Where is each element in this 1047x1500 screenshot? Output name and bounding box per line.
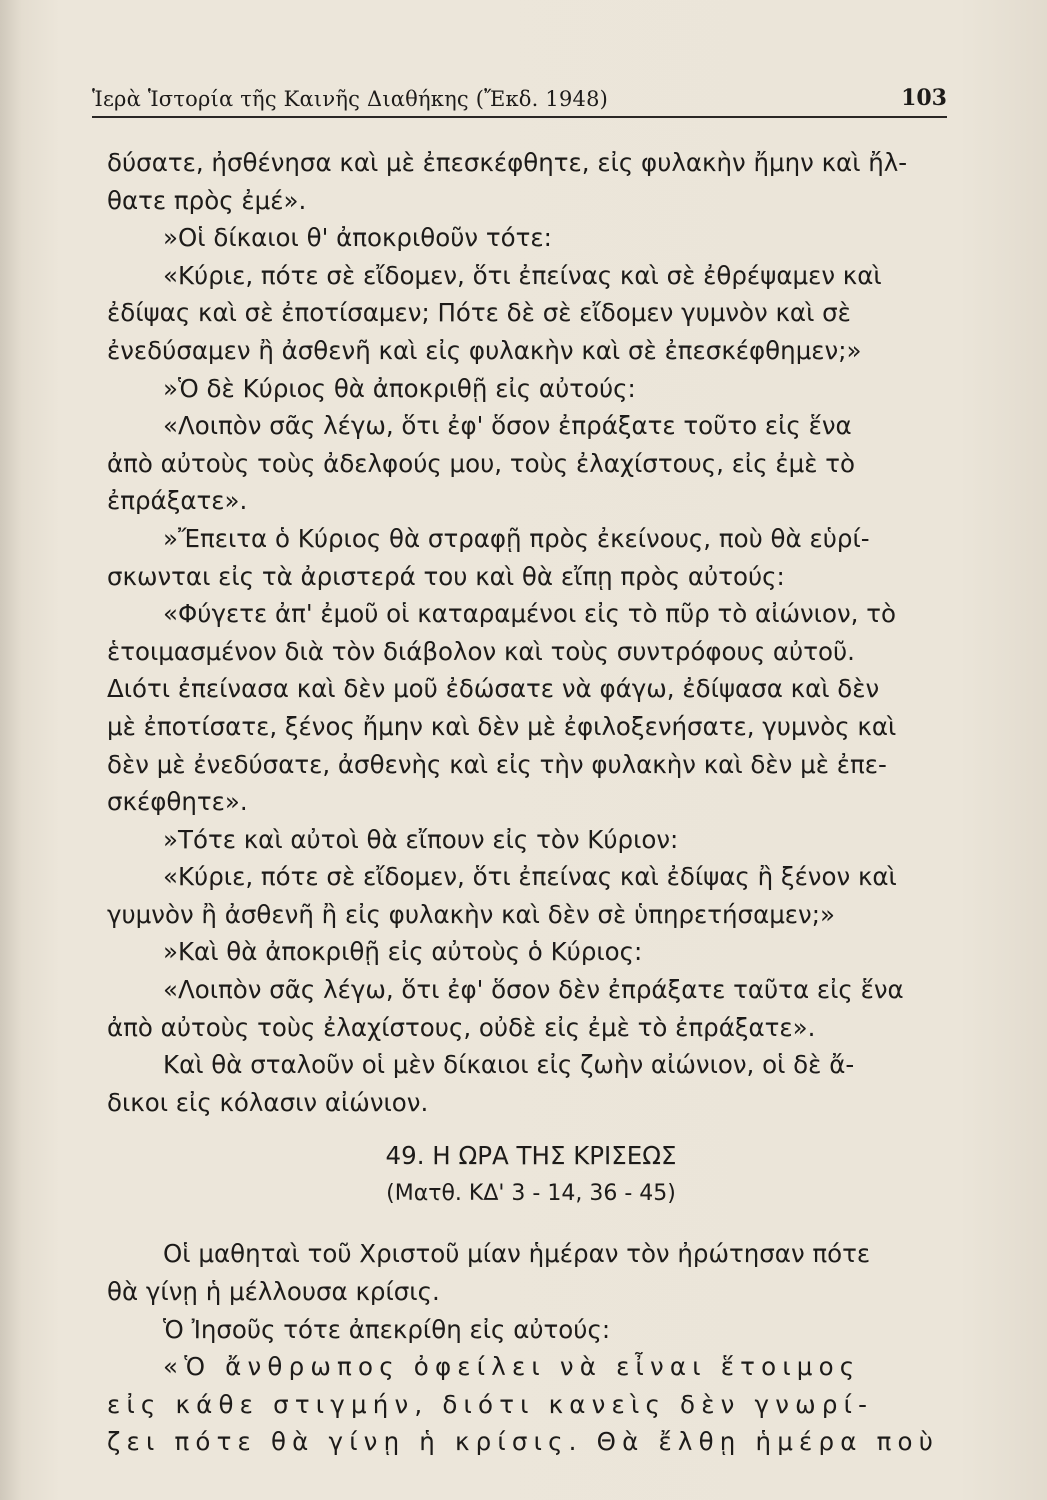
running-header: [92, 82, 947, 118]
text-line: «Λοιπὸν σᾶς λέγω, ὅτι ἐφ' ὅσον ἐπράξατε τοῦτο εἰς ἕνα: [163, 411, 852, 441]
text-line: ζει πότε θὰ γίνῃ ἡ κρίσις. Θὰ ἔλθῃ ἡμέρα ποὺ: [107, 1427, 940, 1457]
text-line: »Καὶ θὰ ἀποκριθῇ εἰς αὐτοὺς ὁ Κύριος:: [163, 937, 643, 967]
text-line: δικοι εἰς κόλασιν αἰώνιον.: [107, 1087, 429, 1117]
text-line: «Φύγετε ἀπ' ἐμοῦ οἱ καταραμένοι εἰς τὸ πῦρ τὸ αἰώνιον, τὸ: [163, 599, 896, 629]
text-line: »Οἱ δίκαιοι θ' ἀποκριθοῦν τότε:: [163, 223, 552, 253]
text-line: δύσατε, ἠσθένησα καὶ μὲ ἐπεσκέφθητε, εἰς φυλακὴν ἤμην καὶ ἤλ-: [107, 148, 908, 177]
section-reference: (Ματθ. ΚΔ' 3 - 14, 36 - 45): [386, 1181, 676, 1207]
text-line: ἑτοιμασμένον διὰ τὸν διάβολον καὶ τοὺς συντρόφους αὐτοῦ.: [107, 636, 855, 666]
text-line: »Ὁ δὲ Κύριος θὰ ἀποκριθῇ εἰς αὐτούς:: [163, 373, 636, 403]
text-line: Διότι ἐπείνασα καὶ δὲν μοῦ ἐδώσατε νὰ φάγω, ἐδίψασα καὶ δὲν: [107, 674, 880, 704]
text-line: εἰς κάθε στιγμήν, διότι κανεὶς δὲν γνωρί-: [107, 1389, 874, 1419]
section-heading-block: [107, 1137, 955, 1213]
text-line: θὰ γίνῃ ἡ μέλλουσα κρίσις.: [107, 1277, 440, 1307]
text-line: »Ἔπειτα ὁ Κύριος θὰ στραφῇ πρὸς ἐκείνους, ποὺ θὰ εὑρί-: [163, 523, 870, 553]
text-line: δὲν μὲ ἐνεδύσατε, ἀσθενὴς καὶ εἰς τὴν φυλακὴν καὶ δὲν μὲ ἐπε-: [107, 749, 887, 779]
text-line: σκωνται εἰς τὰ ἀριστερά του καὶ θὰ εἴπῃ πρὸς αὐτούς:: [107, 561, 785, 591]
section-heading: 49. Η ΩΡΑ ΤΗΣ ΚΡΙΣΕΩΣ: [385, 1141, 677, 1171]
text-line: ἐδίψας καὶ σὲ ἐποτίσαμεν; Πότε δὲ σὲ εἴδομεν γυμνὸν καὶ σὲ: [107, 298, 851, 328]
text-line: μὲ ἐποτίσατε, ξένος ἤμην καὶ δὲν μὲ ἐφιλοξενήσατε, γυμνὸς καὶ: [107, 711, 897, 741]
text-line: »Τότε καὶ αὐτοὶ θὰ εἴπουν εἰς τὸν Κύριον:: [163, 824, 679, 854]
text-line: ἀπὸ αὐτοὺς τοὺς ἐλαχίστους, οὐδὲ εἰς ἐμὲ τὸ ἐπράξατε».: [107, 1012, 816, 1042]
text-line: «Κύριε, πότε σὲ εἴδομεν, ὅτι ἐπείνας καὶ ἐδίψας ἢ ξένον καὶ: [163, 862, 897, 892]
text-line: Οἱ μαθηταὶ τοῦ Χριστοῦ μίαν ἡμέραν τὸν ἠρώτησαν πότε: [163, 1239, 871, 1269]
text-line: θατε πρὸς ἐμέ».: [107, 185, 307, 215]
text-line: «Ὁ ἄνθρωπος ὀφείλει νὰ εἶναι ἕτοιμος: [163, 1352, 861, 1382]
text-line: γυμνὸν ἢ ἀσθενῆ ἢ εἰς φυλακὴν καὶ δὲν σὲ ὑπηρετήσαμεν;»: [107, 899, 835, 929]
text-line: ἀπὸ αὐτοὺς τοὺς ἀδελφούς μου, τοὺς ἐλαχίστους, εἰς ἐμὲ τὸ: [107, 448, 855, 478]
text-line: Καὶ θὰ σταλοῦν οἱ μὲν δίκαιοι εἰς ζωὴν αἰώνιον, οἱ δὲ ἄ-: [163, 1050, 855, 1080]
text-line: ἐνεδύσαμεν ἢ ἀσθενῆ καὶ εἰς φυλακὴν καὶ σὲ ἐπεσκέφθημεν;»: [107, 335, 862, 365]
page-number: 103: [901, 85, 947, 111]
text-line: «Λοιπὸν σᾶς λέγω, ὅτι ἐφ' ὅσον δὲν ἐπράξατε ταῦτα εἰς ἕνα: [163, 975, 904, 1005]
running-title: Ἱερὰ Ἱστορία τῆς Καινῆς Διαθήκης (Ἔκδ. 1948): [92, 87, 609, 111]
text-line: Ὁ Ἰησοῦς τότε ἀπεκρίθη εἰς αὐτούς:: [163, 1314, 611, 1344]
text-line: ἐπράξατε».: [107, 486, 248, 516]
main-text: [107, 144, 955, 1461]
text-line: «Κύριε, πότε σὲ εἴδομεν, ὅτι ἐπείνας καὶ σὲ ἐθρέψαμεν καὶ: [163, 260, 882, 290]
text-line: σκέφθητε».: [107, 787, 248, 817]
